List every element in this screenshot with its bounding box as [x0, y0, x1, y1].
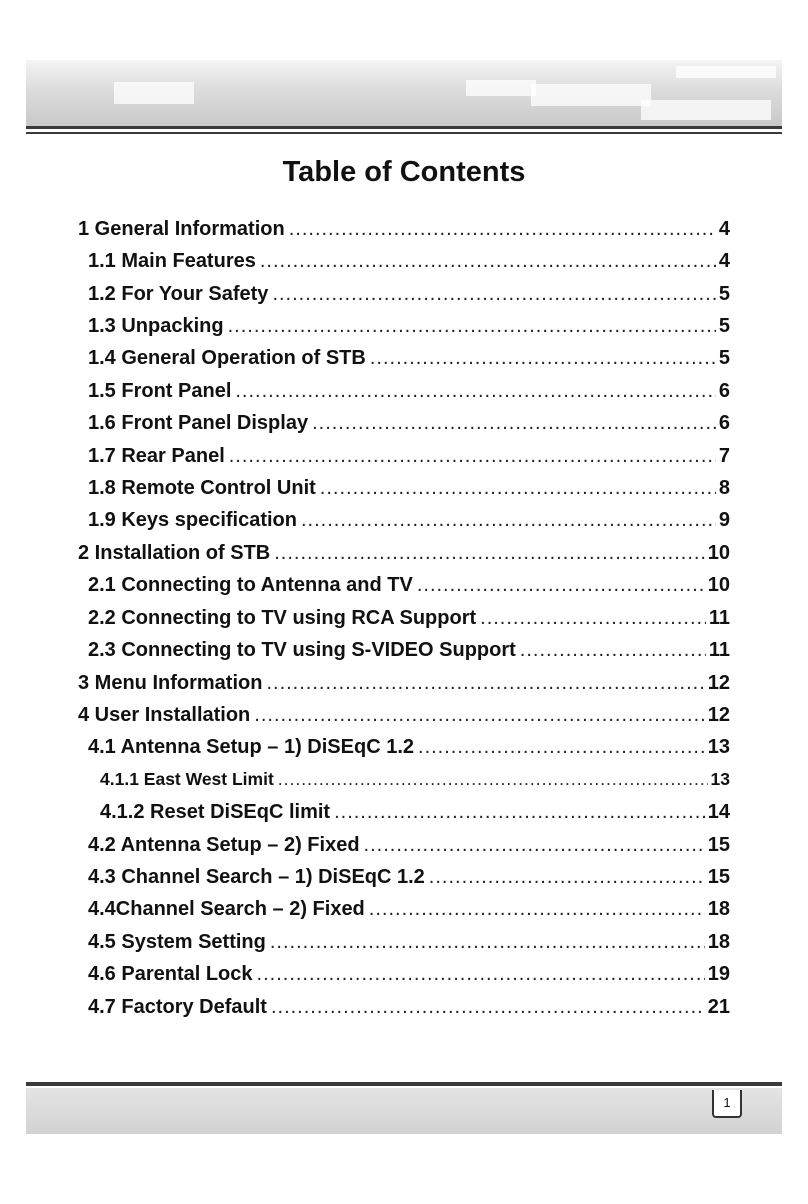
toc-entry[interactable]: [88, 250, 730, 280]
toc-entry-page: 19: [707, 963, 730, 985]
toc-leader-dots: [260, 250, 716, 273]
toc-leader-dots: [370, 347, 716, 370]
toc-entry[interactable]: [88, 315, 730, 345]
toc-entry-label: 4.5 System Setting: [88, 931, 266, 953]
toc-entry[interactable]: [88, 898, 730, 928]
toc-leader-dots: [364, 834, 705, 857]
toc-entry-page: 12: [707, 672, 730, 694]
toc-entry-label: 4 User Installation: [78, 704, 251, 726]
toc-entry-page: 18: [707, 898, 730, 920]
toc-leader-dots: [320, 477, 716, 500]
toc-entry-page: 7: [718, 445, 730, 467]
toc-leader-dots: [270, 931, 705, 954]
toc-entry-page: 8: [718, 477, 730, 499]
toc-entry-page: 6: [718, 412, 730, 434]
toc-entry-page: 11: [708, 607, 730, 629]
toc-entry-label: 2.1 Connecting to Antenna and TV: [88, 574, 413, 596]
toc-entry[interactable]: [88, 412, 730, 442]
toc-entry-label: 4.4Channel Search – 2) Fixed: [88, 898, 365, 920]
toc-entry-page: 10: [707, 542, 730, 564]
toc-entry[interactable]: [88, 445, 730, 475]
toc-entry-label: 4.6 Parental Lock: [88, 963, 253, 985]
toc-leader-dots: [254, 704, 704, 727]
header-rule-thin: [26, 132, 782, 134]
toc-leader-dots: [235, 380, 716, 403]
toc-entry-label: 4.1.2 Reset DiSEqC limit: [100, 801, 331, 823]
toc-entry-page: 5: [718, 315, 730, 337]
toc-entry-page: 4: [718, 250, 730, 272]
toc-entry-page: 15: [707, 834, 730, 856]
toc-entry[interactable]: [100, 769, 730, 799]
toc-entry[interactable]: [88, 866, 730, 896]
toc-entry-label: 2 Installation of STB: [78, 542, 271, 564]
footer-rule: [26, 1082, 782, 1086]
toc-leader-dots: [266, 672, 704, 695]
footer-band: [26, 1088, 782, 1134]
toc-entry-label: 4.7 Factory Default: [88, 996, 267, 1018]
toc-leader-dots: [480, 607, 706, 630]
toc-entry-label: 4.1 Antenna Setup – 1) DiSEqC 1.2: [88, 736, 415, 758]
toc-entry[interactable]: [88, 931, 730, 961]
toc-leader-dots: [278, 769, 708, 790]
toc-entry-label: 1.7 Rear Panel: [88, 445, 225, 467]
toc-entry-page: 10: [707, 574, 730, 596]
toc-entry[interactable]: [78, 542, 730, 572]
toc-leader-dots: [312, 412, 716, 435]
toc-entry[interactable]: [88, 996, 730, 1026]
toc-entry[interactable]: [88, 736, 730, 766]
toc-entry[interactable]: [88, 477, 730, 507]
toc-leader-dots: [229, 445, 716, 468]
toc-entry[interactable]: [88, 283, 730, 313]
toc-entry[interactable]: [88, 347, 730, 377]
toc-leader-dots: [271, 996, 705, 1019]
toc-entry-page: 12: [707, 704, 730, 726]
toc-entry[interactable]: [88, 639, 730, 669]
toc-entry[interactable]: [100, 801, 730, 831]
toc-entry-page: 13: [710, 769, 730, 789]
toc-entry-label: 4.3 Channel Search – 1) DiSEqC 1.2: [88, 866, 425, 888]
toc-entry-page: 6: [718, 380, 730, 402]
toc-entry-page: 15: [707, 866, 730, 888]
toc-leader-dots: [418, 736, 705, 759]
toc-leader-dots: [520, 639, 706, 662]
header-rule: [26, 126, 782, 129]
toc-entry-page: 18: [707, 931, 730, 953]
toc-entry-label: 1.4 General Operation of STB: [88, 347, 366, 369]
header-band: [26, 60, 782, 126]
toc-entry[interactable]: [78, 672, 730, 702]
toc-entry-label: 1.2 For Your Safety: [88, 283, 269, 305]
toc-entry-label: 1.8 Remote Control Unit: [88, 477, 316, 499]
toc-entry-page: 9: [718, 509, 730, 531]
toc-leader-dots: [334, 801, 705, 824]
page-number: 1: [712, 1090, 742, 1118]
toc-entry-label: 3 Menu Information: [78, 672, 263, 694]
toc-leader-dots: [429, 866, 705, 889]
toc-entry-label: 1 General Information: [78, 218, 285, 240]
toc-entry-page: 11: [708, 639, 730, 661]
toc-entry-label: 2.3 Connecting to TV using S-VIDEO Support: [88, 639, 516, 661]
toc-entry-label: 4.2 Antenna Setup – 2) Fixed: [88, 834, 360, 856]
toc-entry-label: 1.5 Front Panel: [88, 380, 232, 402]
toc-entry[interactable]: [88, 509, 730, 539]
toc-entry-page: 4: [718, 218, 730, 240]
toc-entry-page: 21: [707, 996, 730, 1018]
toc-leader-dots: [228, 315, 716, 338]
toc-entry[interactable]: [88, 607, 730, 637]
toc-leader-dots: [369, 898, 705, 921]
toc-entry-label: 1.6 Front Panel Display: [88, 412, 309, 434]
toc-entry[interactable]: [78, 704, 730, 734]
toc-leader-dots: [272, 283, 715, 306]
toc-entry-label: 2.2 Connecting to TV using RCA Support: [88, 607, 477, 629]
toc-entry-label: 1.1 Main Features: [88, 250, 256, 272]
toc-leader-dots: [417, 574, 705, 597]
toc-entry-page: 5: [718, 347, 730, 369]
page-title: Table of Contents: [282, 156, 526, 188]
toc-entry-page: 14: [707, 801, 730, 823]
toc-leader-dots: [274, 542, 705, 565]
toc-entry[interactable]: [88, 574, 730, 604]
toc-leader-dots: [257, 963, 705, 986]
toc-entry[interactable]: [88, 963, 730, 993]
toc-entry-label: 1.9 Keys specification: [88, 509, 297, 531]
toc-entry-page: 13: [707, 736, 730, 758]
toc-entry[interactable]: [88, 834, 730, 864]
toc-leader-dots: [301, 509, 716, 532]
toc-leader-dots: [289, 218, 716, 241]
toc-entry-label: 1.3 Unpacking: [88, 315, 224, 337]
toc-entry-page: 5: [718, 283, 730, 305]
toc-entry-label: 4.1.1 East West Limit: [100, 769, 274, 789]
toc-entry[interactable]: [78, 218, 730, 248]
toc-entry[interactable]: [88, 380, 730, 410]
